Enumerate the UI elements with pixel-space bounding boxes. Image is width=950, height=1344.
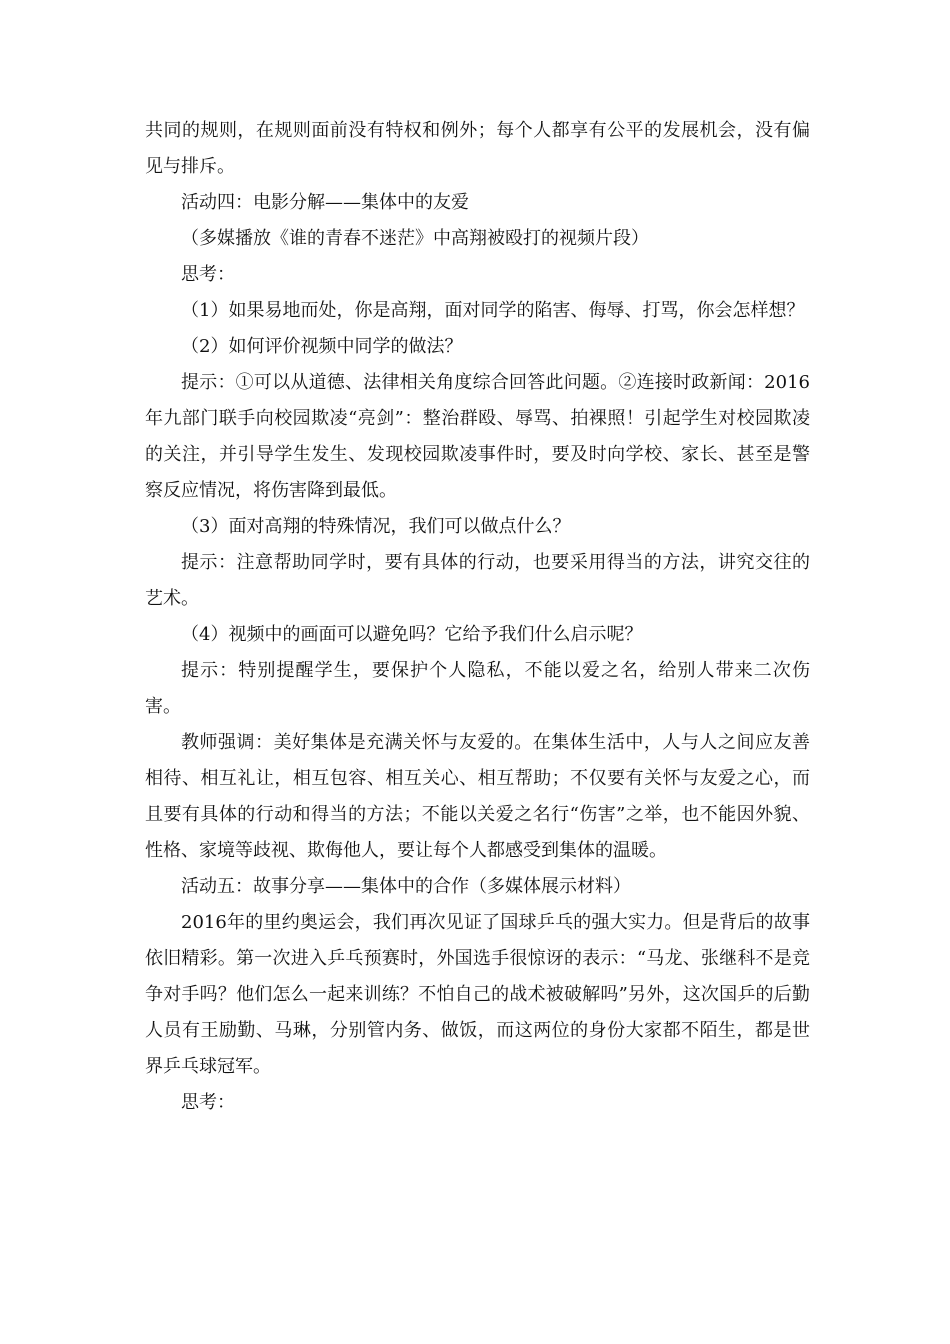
story-paragraph: 2016年的里约奥运会，我们再次见证了国球乒乓的强大实力。但是背后的故事依旧精彩。第一次进入乒乓预赛时，外国选手很惊讶的表示：“马龙、张继科不是竞争对手吗？他们怎么一起来训练？不怕自己的战术被破解吗”另外，这次国乒的后勤人员有王励勤、马琳，分别管内务、做饭，而这两位的身份大家都不陌生，都是世界乒乓球冠军。: [145, 912, 810, 1077]
question-4: （4）视频中的画面可以避免吗？它给予我们什么启示呢？: [181, 624, 643, 645]
question-2: （2）如何评价视频中同学的做法？: [181, 336, 463, 357]
paragraph-rules-continuation: 共同的规则，在规则面前没有特权和例外；每个人都享有公平的发展机会，没有偏见与排斥。: [145, 120, 810, 177]
document-body: [145, 113, 810, 1121]
question-3: （3）面对高翔的特殊情况，我们可以做点什么？: [181, 516, 571, 537]
question-1: （1）如果易地而处，你是高翔，面对同学的陷害、侮辱、打骂，你会怎样想？: [181, 300, 805, 321]
activity-four-heading: 活动四：电影分解——集体中的友爱: [181, 192, 469, 213]
teacher-emphasis: 教师强调：美好集体是充满关怀与友爱的。在集体生活中，人与人之间应友善相待、相互礼让，相互包容、相互关心、相互帮助；不仅要有关怀与友爱之心，而且要有具体的行动和得当的方法；不能以关爱之名行“伤害”之举，也不能因外貌、性格、家境等歧视、欺侮他人，要让每个人都感受到集体的温暖。: [145, 732, 810, 861]
hint-3: 提示：特别提醒学生，要保护个人隐私，不能以爱之名，给别人带来二次伤害。: [145, 660, 810, 717]
multimedia-note: （多媒播放《谁的青春不迷茫》中高翔被殴打的视频片段）: [181, 228, 649, 249]
activity-five-heading: 活动五：故事分享——集体中的合作（多媒体展示材料）: [181, 876, 631, 897]
hint-2: 提示：注意帮助同学时，要有具体的行动，也要采用得当的方法，讲究交往的艺术。: [145, 552, 810, 609]
think-label: 思考：: [181, 264, 235, 285]
hint-1: 提示：①可以从道德、法律相关角度综合回答此问题。②连接时政新闻：2016年九部门联手向校园欺凌“亮剑”：整治群殴、辱骂、拍裸照！引起学生对校园欺凌的关注，并引导学生发生、发现校园欺凌事件时，要及时向学校、家长、甚至是警察反应情况，将伤害降到最低。: [145, 372, 810, 501]
think-label-2: 思考：: [181, 1092, 235, 1113]
